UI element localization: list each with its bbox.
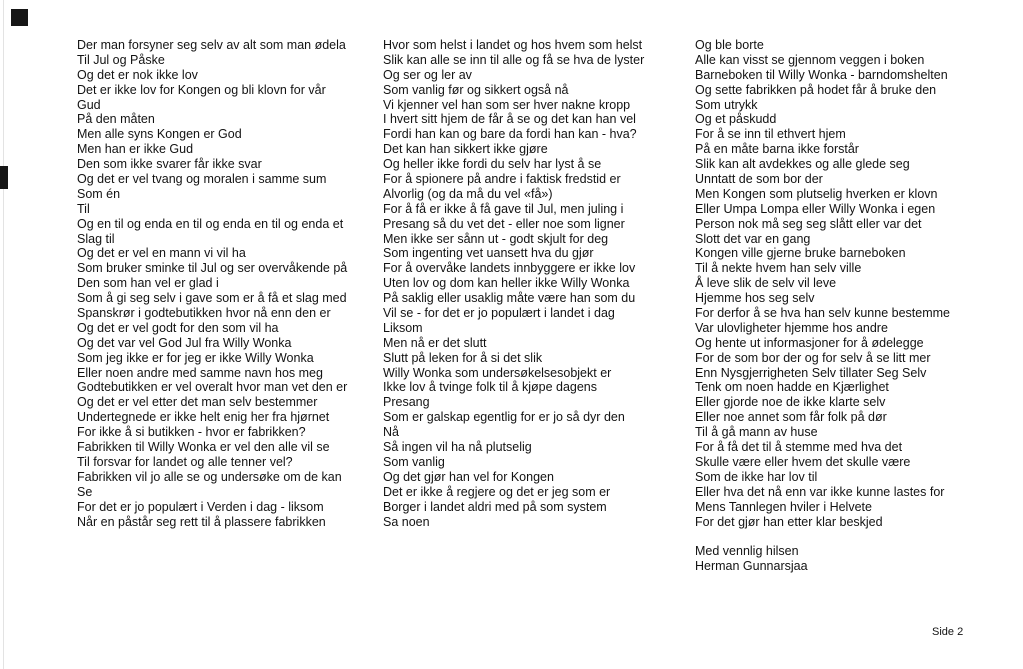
- poem-column-2: [383, 38, 644, 529]
- poem-line: Som er galskap egentlig for er jo så dyr den: [383, 410, 625, 425]
- poem-line: Og ser og ler av: [383, 67, 472, 82]
- poem-line: Slutt på leken for å si det slik: [383, 350, 543, 365]
- poem-line: Der man forsyner seg selv av alt som man ødela: [77, 38, 346, 52]
- poem-line: Men nå er det slutt: [383, 335, 487, 350]
- poem-line: Og det gjør han vel for Kongen: [383, 469, 554, 484]
- poem-line: For å overvåke landets innbyggere er ikke lov: [383, 261, 636, 276]
- poem-line: Presang: [383, 395, 430, 410]
- poem-line: For å få er ikke å få gave til Jul, men juling i: [383, 201, 624, 216]
- poem-line: Liksom: [383, 320, 423, 335]
- poem-line: På en måte barna ikke forstår: [695, 142, 859, 157]
- poem-line: Fordi han kan og bare da fordi han kan - hva?: [383, 127, 637, 142]
- poem-line: Som de ikke har lov til: [695, 469, 818, 484]
- scan-artifact-square-top: [11, 9, 28, 26]
- poem-line: For ikke å si butikken - hvor er fabrikken?: [77, 425, 306, 440]
- poem-line: Til: [77, 201, 90, 216]
- poem-line: Eller noe annet som får folk på dør: [695, 410, 887, 425]
- poem-line: På saklig eller usaklig måte være han som du: [383, 291, 636, 306]
- page-number-label: Side 2: [932, 626, 964, 638]
- poem-line: Hjemme hos seg selv: [695, 291, 815, 306]
- poem-line: Slik kan alt avdekkes og alle glede seg: [695, 157, 910, 172]
- signature-line: Herman Gunnarsjaa: [695, 559, 808, 574]
- poem-line: For å spionere på andre i faktisk fredstid er: [383, 172, 621, 187]
- poem-line: For å få det til å stemme med hva det: [695, 440, 903, 455]
- poem-line: Den som han vel er glad i: [77, 276, 219, 291]
- poem-line: Til Jul og Påske: [77, 52, 165, 67]
- poem-line: Eller gjorde noe de ikke klarte selv: [695, 395, 886, 410]
- poem-line: Men ikke ser sånn ut - godt skjult for deg: [383, 231, 609, 246]
- poem-line: Og det er vel tvang og moralen i samme sum: [77, 172, 327, 187]
- poem-line: Den som ikke svarer får ikke svar: [77, 157, 262, 172]
- poem-line: Gud: [77, 97, 101, 112]
- poem-line: Unntatt de som bor der: [695, 172, 823, 187]
- poem-line: For det er jo populært i Verden i dag - liksom: [77, 499, 324, 514]
- poem-line: Eller hva det nå enn var ikke kunne lastes for: [695, 484, 945, 499]
- poem-line: Som å gi seg selv i gave som er å få et slag med: [77, 291, 347, 306]
- poem-line: Fabrikken vil jo alle se og undersøke om de kan: [77, 469, 342, 484]
- poem-line: Enn Nysgjerrigheten Selv tillater Seg Selv: [695, 365, 927, 380]
- poem-line: Undertegnede er ikke helt enig her fra hjørnet: [77, 410, 330, 425]
- signature-line: Med vennlig hilsen: [695, 544, 799, 559]
- poem-line: Presang så du vet det - eller noe som ligner: [383, 216, 625, 231]
- poem-line: Sa noen: [383, 514, 430, 529]
- poem-line: Når en påstår seg rett til å plassere fabrikken: [77, 514, 326, 529]
- poem-line: Og en til og enda en til og enda en til og enda et: [77, 216, 344, 231]
- scan-artifact-square-left: [0, 166, 8, 189]
- poem-line: Nå: [383, 425, 399, 440]
- poem-line: Tenk om noen hadde en Kjærlighet: [695, 380, 889, 395]
- poem-line: Det er ikke å regjere og det er jeg som er: [383, 484, 611, 499]
- poem-line: Mens Tannlegen hviler i Helvete: [695, 499, 872, 514]
- poem-line: For det gjør han etter klar beskjed: [695, 514, 883, 529]
- poem-line: Og det er vel en mann vi vil ha: [77, 246, 246, 261]
- poem-line: Som utrykk: [695, 97, 758, 112]
- poem-line: Var ulovligheter hjemme hos andre: [695, 320, 888, 335]
- poem-line: Og det er vel etter det man selv bestemmer: [77, 395, 318, 410]
- poem-line: Til å gå mann av huse: [695, 425, 818, 440]
- poem-line: Hvor som helst i landet og hos hvem som helst: [383, 38, 643, 52]
- poem-line: Men Kongen som plutselig hverken er klovn: [695, 186, 938, 201]
- poem-line: Det er ikke lov for Kongen og bli klovn for vår: [77, 82, 326, 97]
- poem-line: Slott det var en gang: [695, 231, 811, 246]
- poem-line: Som vanlig: [383, 454, 445, 469]
- poem-line: Til forsvar for landet og alle tenner vel?: [77, 454, 293, 469]
- poem-line: Som jeg ikke er for jeg er ikke Willy Wonka: [77, 350, 314, 365]
- poem-line: Og det er nok ikke lov: [77, 67, 198, 82]
- poem-line: Fabrikken til Willy Wonka er vel den alle vil se: [77, 440, 330, 455]
- poem-line: Og det er vel godt for den som vil ha: [77, 320, 279, 335]
- poem-line: Vi kjenner vel han som ser hver nakne kropp: [383, 97, 631, 112]
- poem-line: Det kan han sikkert ikke gjøre: [383, 142, 548, 157]
- poem-line: Slik kan alle se inn til alle og få se hva de lyster: [383, 52, 645, 67]
- poem-line: Godtebutikken er vel overalt hvor man vet den er: [77, 380, 348, 395]
- poem-line: Eller noen andre med samme navn hos meg: [77, 365, 323, 380]
- page-edge-line: [3, 0, 4, 669]
- poem-line: Til å nekte hvem han selv ville: [695, 261, 862, 276]
- poem-line: For derfor å se hva han selv kunne bestemme: [695, 306, 950, 321]
- poem-line: Og det var vel God Jul fra Willy Wonka: [77, 335, 292, 350]
- poem-line: Og et påskudd: [695, 112, 777, 127]
- poem-line: Vil se - for det er jo populært i landet i dag: [383, 306, 615, 321]
- poem-column-3: [695, 38, 950, 574]
- poem-line: Alvorlig (og da må du vel «få»): [383, 186, 553, 201]
- poem-line: Ikke lov å tvinge folk til å kjøpe dagens: [383, 380, 598, 395]
- poem-line: Spanskrør i godtebutikken hvor nå enn den er: [77, 306, 331, 321]
- poem-line: Kongen ville gjerne bruke barneboken: [695, 246, 906, 261]
- poem-line: Uten lov og dom kan heller ikke Willy Wonka: [383, 276, 630, 291]
- poem-line: For de som bor der og for selv å se litt mer: [695, 350, 931, 365]
- poem-line: Som én: [77, 186, 121, 201]
- poem-line: Borger i landet aldri med på som system: [383, 499, 607, 514]
- poem-line: Willy Wonka som undersøkelsesobjekt er: [383, 365, 612, 380]
- poem-line: Barneboken til Willy Wonka - barndomshelten: [695, 67, 948, 82]
- poem-column-1: [77, 38, 347, 529]
- poem-line: På den måten: [77, 112, 155, 127]
- poem-line: Person nok må seg seg slått eller var det: [695, 216, 922, 231]
- poem-line: Og heller ikke fordi du selv har lyst å se: [383, 157, 602, 172]
- poem-line: Og hente ut informasjoner for å ødelegge: [695, 335, 924, 350]
- blank-line: [695, 529, 950, 544]
- poem-line: Så ingen vil ha nå plutselig: [383, 440, 532, 455]
- poem-line: Se: [77, 484, 93, 499]
- poem-line: Skulle være eller hvem det skulle være: [695, 454, 911, 469]
- poem-line: Som ingenting vet uansett hva du gjør: [383, 246, 594, 261]
- poem-line: Som vanlig før og sikkert også nå: [383, 82, 569, 97]
- poem-line: Men han er ikke Gud: [77, 142, 194, 157]
- poem-line: Å leve slik de selv vil leve: [695, 276, 837, 291]
- poem-line: I hvert sitt hjem de får å se og det kan han vel: [383, 112, 636, 127]
- poem-line: Som bruker sminke til Jul og ser overvåkende på: [77, 261, 348, 276]
- poem-line: Og sette fabrikken på hodet får å bruke den: [695, 82, 937, 97]
- poem-line: Alle kan visst se gjennom veggen i boken: [695, 52, 925, 67]
- poem-line: Slag til: [77, 231, 115, 246]
- poem-line: Og ble borte: [695, 38, 764, 52]
- poem-line: Men alle syns Kongen er God: [77, 127, 242, 142]
- poem-line: Eller Umpa Lompa eller Willy Wonka i egen: [695, 201, 936, 216]
- poem-line: For å se inn til ethvert hjem: [695, 127, 846, 142]
